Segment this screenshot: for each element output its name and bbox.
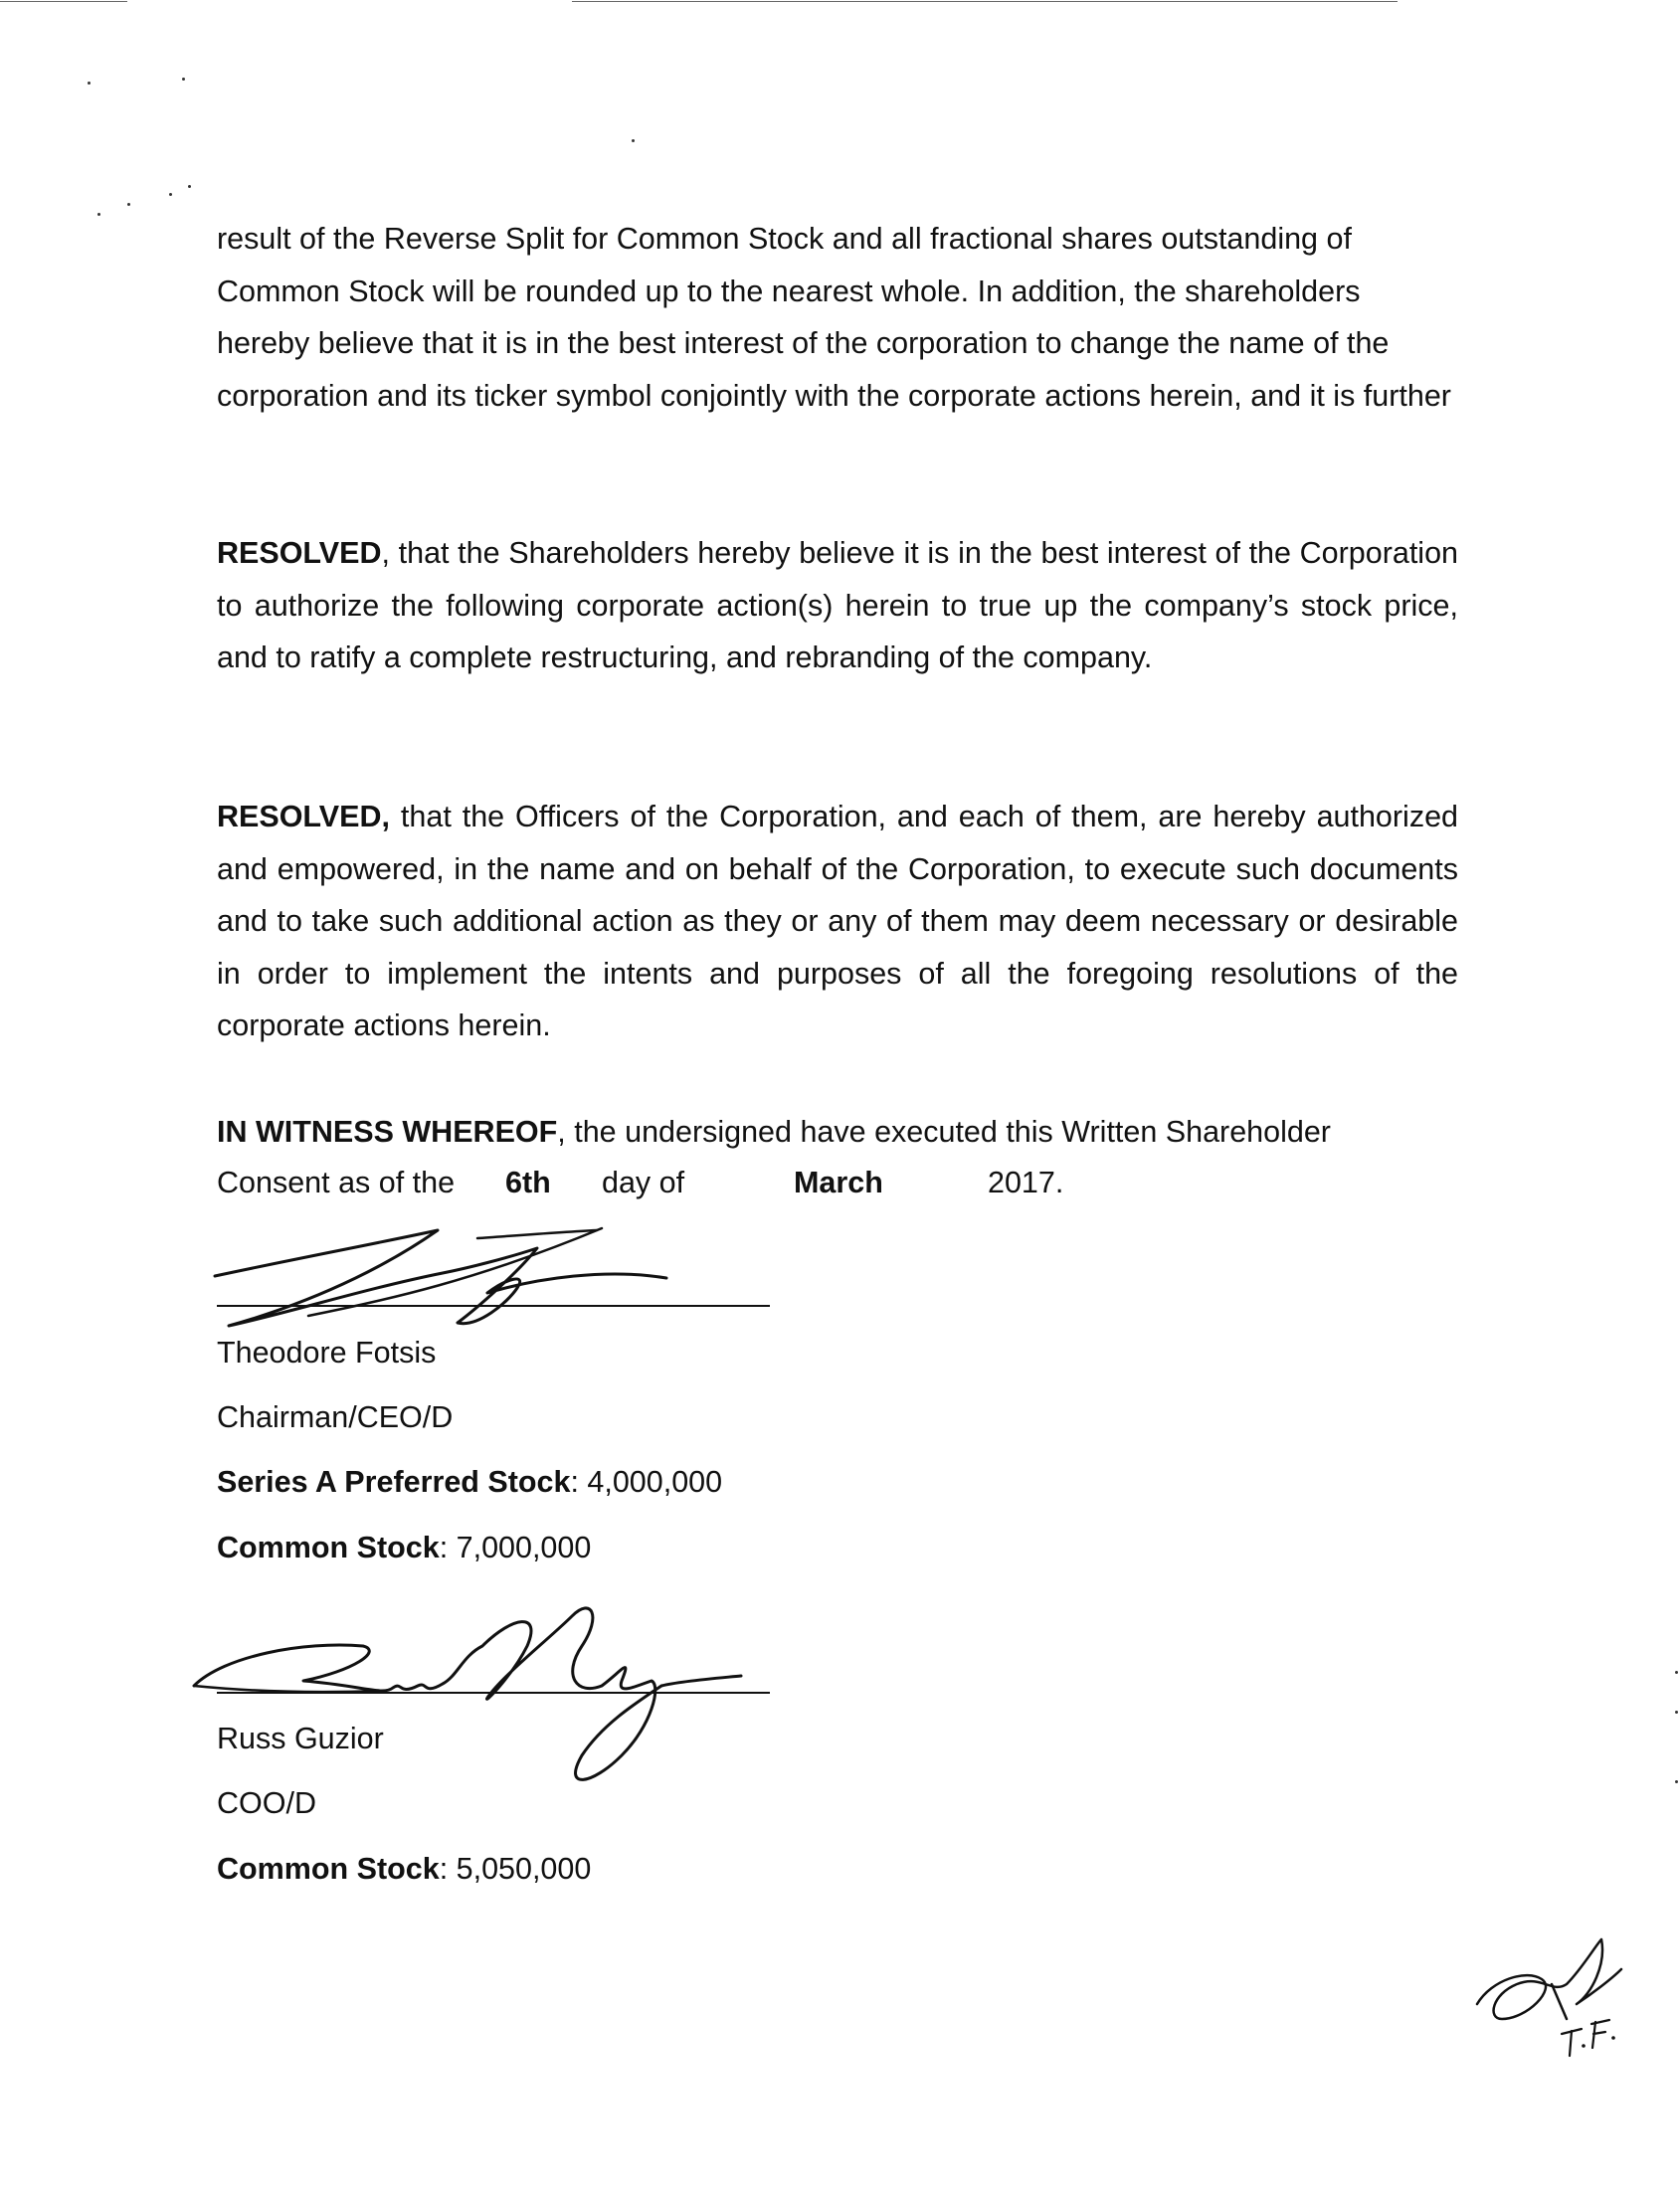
witness-paragraph [217, 1106, 1458, 1159]
consent-date-line [217, 1163, 1112, 1202]
signature-theodore-fotsis [209, 1218, 666, 1338]
signatory-title: Chairman/CEO/D [217, 1400, 454, 1434]
holding-label: Common Stock [217, 1852, 440, 1886]
continuation-text: result of the Reverse Split for Common Stock and all fractional shares outstanding of Common Stock will be rounded up to the nearest whole. In addition, the shareholders hereby believe that it is in the best interest of the corporation to change the name of the corporation and its ticker symbol conjointly with the corporate actions herein, and it is further [217, 222, 1451, 413]
consent-year: 2017. [988, 1166, 1064, 1199]
witness-heading: IN WITNESS WHEREOF [217, 1115, 558, 1149]
scan-speck [632, 139, 635, 142]
scan-speck [88, 82, 91, 85]
resolution-2-text: that the Officers of the Corporation, and each of them, are hereby authorized and empowered, in the name and on behalf of the Corporation, to execute such documents and to take such additional action as they or any of them may deem necessary or desirable in order to implement the intents and purposes of all the foregoing resolutions of the corporate actions herein. [217, 800, 1458, 1042]
scan-edge-line [572, 1, 1398, 2]
resolution-1-text: , that the Shareholders hereby believe it is in the best interest of the Corporation to authorize the following corporate action(s) herein to true up the company’s stock price, and to ratify a complete restructuring, and rebranding of the company. [217, 536, 1458, 674]
signatory-name: Russ Guzior [217, 1722, 384, 1755]
signature-russ-guzior [184, 1586, 741, 1795]
holding-value: : 5,050,000 [439, 1852, 592, 1886]
scan-speck [1675, 1711, 1678, 1714]
holding-value: : 7,000,000 [439, 1531, 592, 1564]
consent-prefix: Consent as of the [217, 1166, 456, 1199]
scan-speck [97, 213, 100, 216]
scan-speck [188, 185, 191, 188]
resolved-heading: RESOLVED [217, 536, 382, 570]
scan-speck [1675, 1671, 1678, 1674]
consent-month: March [794, 1166, 883, 1199]
scan-speck [169, 193, 172, 196]
scan-edge-line [0, 1, 127, 2]
consent-day-of: day of [602, 1166, 685, 1199]
holding-series-a-preferred [217, 1462, 722, 1502]
holding-value: : 4,000,000 [570, 1465, 723, 1499]
signature-line [217, 1692, 770, 1694]
signatory-title: COO/D [217, 1786, 316, 1820]
scan-speck [127, 203, 130, 206]
holding-label: Common Stock [217, 1531, 440, 1564]
holding-common-stock [217, 1528, 591, 1567]
resolution-paragraph-2 [217, 791, 1458, 1052]
scan-speck [1675, 1780, 1678, 1783]
signature-line [217, 1305, 770, 1307]
handwritten-initials [1472, 1924, 1631, 2064]
holding-common-stock [217, 1849, 591, 1889]
signatory-name: Theodore Fotsis [217, 1336, 437, 1370]
scan-speck [182, 78, 185, 81]
resolution-paragraph-1 [217, 527, 1458, 684]
resolved-heading: RESOLVED, [217, 800, 390, 833]
consent-day: 6th [505, 1166, 551, 1199]
continuation-paragraph [217, 213, 1458, 422]
holding-label: Series A Preferred Stock [217, 1465, 571, 1499]
witness-text: , the undersigned have executed this Written Shareholder [557, 1115, 1331, 1149]
